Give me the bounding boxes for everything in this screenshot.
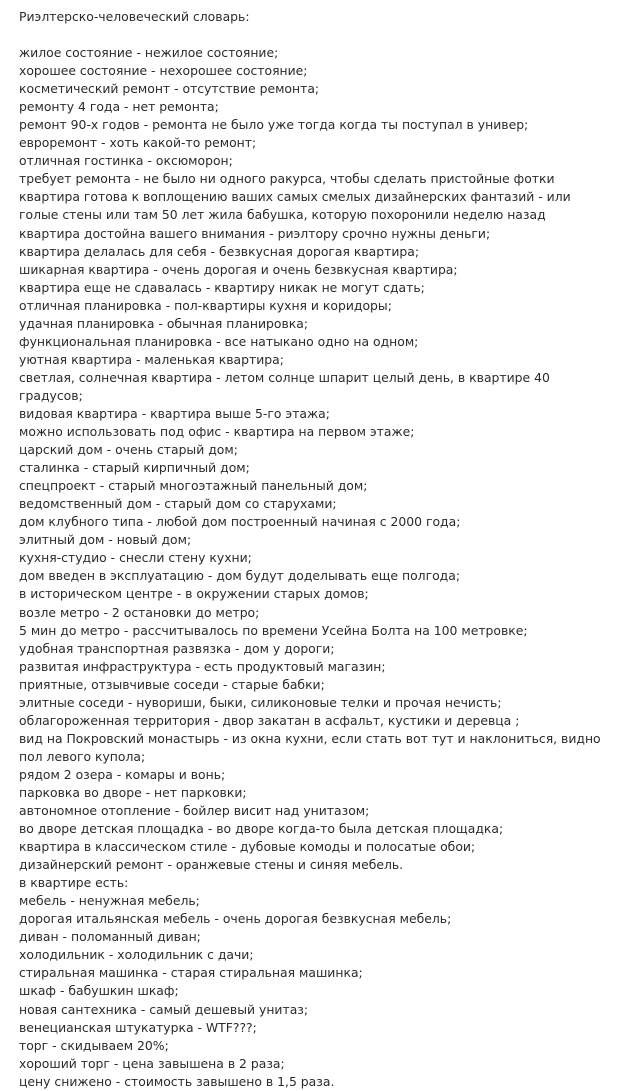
list-item: вид на Покровский монастырь - из окна кухни, если стать вот тут и наклониться, видно пол левого купола; [19, 730, 601, 764]
list-item: автономное отопление - бойлер висит над унитазом; [19, 803, 370, 819]
list-item: элитные соседи - нувориши, быки, силиконовые телки и прочая нечисть; [19, 694, 502, 710]
list-item: ремонту 4 года - нет ремонта; [19, 99, 219, 115]
list-item: возле метро - 2 остановки до метро; [19, 604, 260, 620]
list-item: квартира достойна вашего внимания - риэлтору срочно нужны деньги; [19, 225, 491, 241]
list-item: приятные, отзывчивые соседи - старые бабки; [19, 676, 325, 692]
entry-list [19, 44, 612, 1091]
list-item: элитный дом - новый дом; [19, 532, 192, 548]
list-item: стиральная машинка - старая стиральная машинка; [19, 965, 363, 981]
list-item: удачная планировка - обычная планировка; [19, 315, 309, 331]
list-item: отличная гостинка - оксюморон; [19, 153, 233, 169]
list-item: квартира еще не сдавалась - квартиру никак не могут сдать; [19, 279, 425, 295]
list-item: торг - скидываем 20%; [19, 1037, 169, 1053]
list-item: косметический ремонт - отсутствие ремонта; [19, 81, 320, 97]
document-title: Риэлтерско-человеческий словарь: [19, 9, 250, 24]
list-item: квартира в классическом стиле - дубовые комоды и полосатые обои; [19, 839, 476, 855]
list-item: требует ремонта - не было ни одного ракурса, чтобы сделать пристойные фотки [19, 171, 555, 187]
list-item: евроремонт - хоть какой-то ремонт; [19, 135, 257, 151]
list-item: квартира готова к воплощению ваших самых смелых дизайнерских фантазий - или голые стены или там 50 лет жила бабушка, которую похоронили неделю назад [19, 189, 571, 223]
list-item: мебель - ненужная мебель; [19, 893, 200, 909]
list-item: светлая, солнечная квартира - летом солнце шпарит целый день, в квартире 40 градусов; [19, 369, 550, 403]
list-item: квартира делалась для себя - безвкусная дорогая квартира; [19, 243, 420, 259]
list-item: сталинка - старый кирпичный дом; [19, 460, 250, 476]
list-item: облагороженная территория - двор закатан в асфальт, кустики и деревца ; [19, 712, 520, 728]
list-item: хороший торг - цена завышена в 2 раза; [19, 1055, 285, 1071]
list-item: уютная квартира - маленькая квартира; [19, 351, 284, 367]
list-item: дорогая итальянская мебель - очень дорогая безвкусная мебель; [19, 911, 452, 927]
list-item: жилое состояние - нежилое состояние; [19, 45, 279, 61]
list-item: парковка во дворе - нет парковки; [19, 784, 247, 800]
list-item: отличная планировка - пол-квартиры кухня и коридоры; [19, 297, 392, 313]
list-item: функциональная планировка - все натыкано одно на одном; [19, 333, 419, 349]
list-item: царский дом - очень старый дом; [19, 442, 238, 458]
list-item: дом введен в эксплуатацию - дом будут доделывать еще полгода; [19, 568, 460, 584]
list-item: ведомственный дом - старый дом со старухами; [19, 496, 337, 512]
list-item: ремонт 90-х годов - ремонта не было уже тогда когда ты поступал в универ; [19, 117, 529, 133]
list-item: во дворе детская площадка - во дворе когда-то была детская площадка; [19, 821, 504, 837]
list-item: кухня-студио - снесли стену кухни; [19, 550, 252, 566]
list-item: холодильник - холодильник с дачи; [19, 947, 254, 963]
list-item: рядом 2 озера - комары и вонь; [19, 766, 226, 782]
list-item: 5 мин до метро - рассчитывалось по времени Усейна Болта на 100 метровке; [19, 622, 528, 638]
list-item: удобная транспортная развязка - дом у дороги; [19, 640, 335, 656]
list-item: развитая инфраструктура - есть продуктовый магазин; [19, 658, 386, 674]
list-item: в историческом центре - в окружении старых домов; [19, 586, 369, 602]
list-item: спецпроект - старый многоэтажный панельный дом; [19, 478, 368, 494]
list-item: дизайнерский ремонт - оранжевые стены и синяя мебель. [19, 857, 404, 873]
list-item: диван - поломанный диван; [19, 929, 201, 945]
list-item: можно использовать под офис - квартира на первом этаже; [19, 424, 415, 440]
list-item: в квартире есть: [19, 875, 129, 891]
list-item: цену снижено - стоимость завышено в 1,5 раза. [19, 1073, 335, 1089]
list-item: дом клубного типа - любой дом построенный начиная с 2000 года; [19, 514, 461, 530]
list-item: венецианская штукатурка - WTF???; [19, 1019, 257, 1035]
list-item: видовая квартира - квартира выше 5-го этажа; [19, 405, 330, 421]
list-item: хорошее состояние - нехорошее состояние; [19, 63, 308, 79]
list-item: шкаф - бабушкин шкаф; [19, 983, 179, 999]
list-item: новая сантехника - самый дешевый унитаз; [19, 1001, 309, 1017]
list-item: шикарная квартира - очень дорогая и очень безвкусная квартира; [19, 261, 458, 277]
